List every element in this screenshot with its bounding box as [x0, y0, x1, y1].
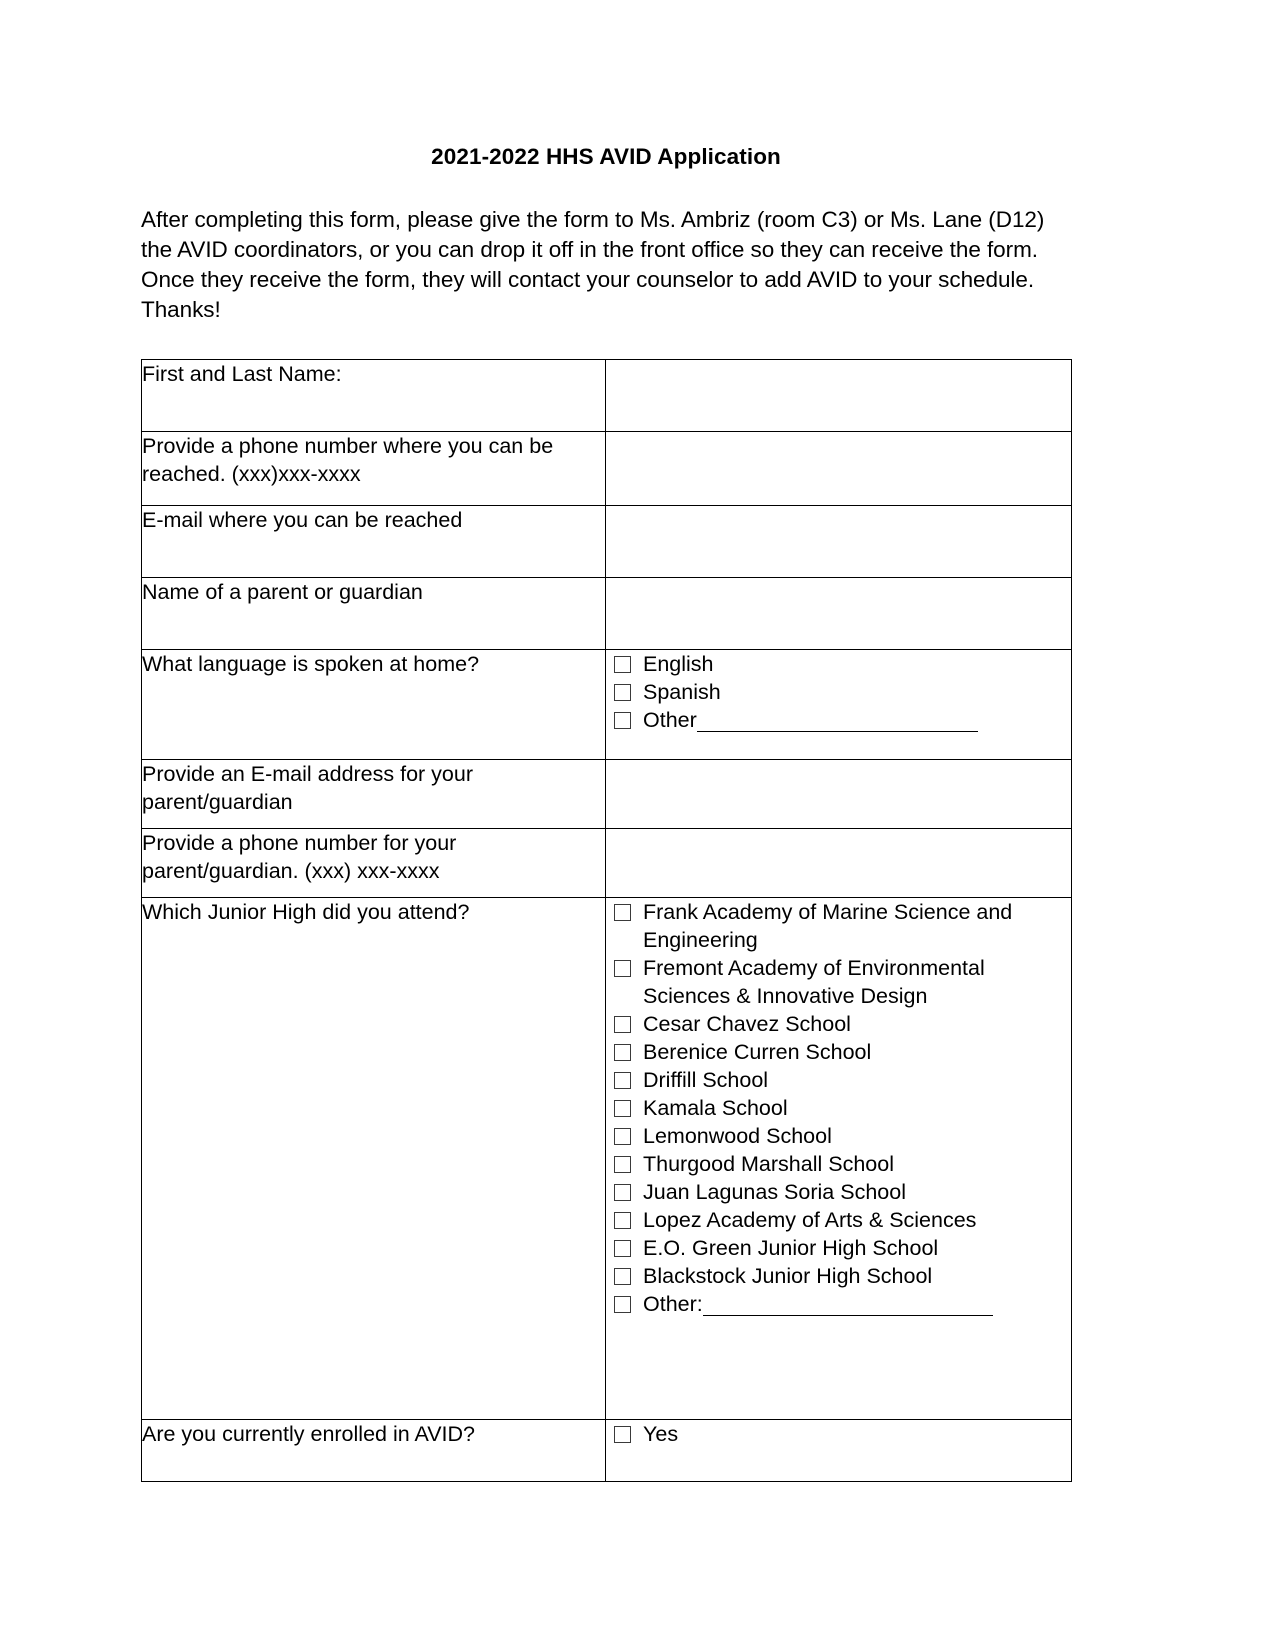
checkbox-option-label: Kamala School	[643, 1096, 788, 1120]
table-row-parent-phone	[142, 829, 1072, 898]
checkbox-option-label: E.O. Green Junior High School	[643, 1236, 939, 1260]
table-row-student-email	[142, 506, 1072, 578]
checkbox-option-label: Juan Lagunas Soria School	[643, 1180, 906, 1204]
checkbox-icon[interactable]	[614, 1072, 631, 1089]
page-title: 2021-2022 HHS AVID Application	[431, 144, 781, 169]
intro-paragraph: After completing this form, please give the form to Ms. Ambriz (room C3) or Ms. Lane (D12) the AVID coordinators, or you can drop it off in the front office so they can receive the form. Once they receive the form, they will contact your counselor to add AVID to your schedule. Thanks!	[141, 207, 1045, 322]
checkbox-option-label: Spanish	[643, 680, 721, 704]
checkbox-option-label: Other:	[643, 1290, 993, 1318]
checkbox-icon[interactable]	[614, 684, 631, 701]
checkbox-icon[interactable]	[614, 1044, 631, 1061]
label-cell-parent-phone	[142, 829, 606, 898]
checkbox-icon[interactable]	[614, 904, 631, 921]
value-cell-junior-high	[606, 898, 1072, 1420]
checkbox-group-junior-high	[606, 898, 1071, 1318]
checkbox-option[interactable]	[614, 1206, 1071, 1234]
label-cell-student-phone	[142, 432, 606, 506]
checkbox-icon[interactable]	[614, 1128, 631, 1145]
checkbox-icon[interactable]	[614, 1212, 631, 1229]
label-cell-first-last-name	[142, 360, 606, 432]
checkbox-icon[interactable]	[614, 1296, 631, 1313]
checkbox-option[interactable]	[614, 1066, 1071, 1094]
checkbox-icon[interactable]	[614, 1156, 631, 1173]
table-row-parent-email	[142, 760, 1072, 829]
value-cell-parent-name[interactable]	[606, 578, 1072, 650]
checkbox-icon[interactable]	[614, 960, 631, 977]
checkbox-option[interactable]	[614, 706, 1071, 734]
document-content	[141, 0, 1071, 1482]
checkbox-option-label: Berenice Curren School	[643, 1040, 872, 1064]
checkbox-group-currently-enrolled	[606, 1420, 1071, 1448]
table-row-currently-enrolled	[142, 1420, 1072, 1482]
value-cell-parent-phone[interactable]	[606, 829, 1072, 898]
table-row-student-phone	[142, 432, 1072, 506]
label-cell-parent-email	[142, 760, 606, 829]
label-cell-parent-name	[142, 578, 606, 650]
table-row-first-last-name	[142, 360, 1072, 432]
checkbox-option[interactable]	[614, 954, 1071, 1010]
label-home-language: What language is spoken at home?	[142, 652, 480, 676]
checkbox-option[interactable]	[614, 1234, 1071, 1262]
checkbox-option-label: Fremont Academy of Environmental Sciences & Innovative Design	[643, 956, 985, 1008]
checkbox-option[interactable]	[614, 1038, 1071, 1066]
value-cell-currently-enrolled	[606, 1420, 1072, 1482]
checkbox-option[interactable]	[614, 1010, 1071, 1038]
value-cell-student-phone[interactable]	[606, 432, 1072, 506]
checkbox-option[interactable]	[614, 1094, 1071, 1122]
checkbox-option-label: Thurgood Marshall School	[643, 1152, 894, 1176]
checkbox-icon[interactable]	[614, 1016, 631, 1033]
label-cell-home-language	[142, 650, 606, 760]
checkbox-group-home-language	[606, 650, 1071, 734]
checkbox-option-label: Frank Academy of Marine Science and Engineering	[643, 900, 1013, 952]
checkbox-option[interactable]	[614, 1178, 1071, 1206]
value-cell-parent-email[interactable]	[606, 760, 1072, 829]
checkbox-option[interactable]	[614, 678, 1071, 706]
checkbox-option-label: Cesar Chavez School	[643, 1012, 851, 1036]
checkbox-icon[interactable]	[614, 1100, 631, 1117]
checkbox-option[interactable]	[614, 1290, 1071, 1318]
checkbox-option[interactable]	[614, 1150, 1071, 1178]
label-currently-enrolled: Are you currently enrolled in AVID?	[142, 1422, 476, 1446]
checkbox-option-label: English	[643, 652, 714, 676]
checkbox-option[interactable]	[614, 1420, 1071, 1448]
checkbox-icon[interactable]	[614, 656, 631, 673]
value-cell-student-email[interactable]	[606, 506, 1072, 578]
label-student-email: E-mail where you can be reached	[142, 508, 463, 532]
checkbox-icon[interactable]	[614, 1184, 631, 1201]
checkbox-icon[interactable]	[614, 712, 631, 729]
checkbox-icon[interactable]	[614, 1268, 631, 1285]
label-parent-email: Provide an E-mail address for your parent/guardian	[142, 762, 474, 814]
value-cell-home-language	[606, 650, 1072, 760]
label-cell-currently-enrolled	[142, 1420, 606, 1482]
label-cell-junior-high	[142, 898, 606, 1420]
checkbox-icon[interactable]	[614, 1240, 631, 1257]
avid-application-table	[141, 359, 1072, 1482]
checkbox-option[interactable]	[614, 650, 1071, 678]
checkbox-option[interactable]	[614, 1262, 1071, 1290]
table-row-home-language	[142, 650, 1072, 760]
label-student-phone: Provide a phone number where you can be reached. (xxx)xxx-xxxx	[142, 434, 554, 486]
checkbox-option-label: Lopez Academy of Arts & Sciences	[643, 1208, 977, 1232]
checkbox-option-label: Blackstock Junior High School	[643, 1264, 933, 1288]
label-first-last-name: First and Last Name:	[142, 362, 342, 386]
checkbox-option[interactable]	[614, 898, 1071, 954]
write-in-line[interactable]	[697, 715, 978, 732]
checkbox-icon[interactable]	[614, 1426, 631, 1443]
label-parent-name: Name of a parent or guardian	[142, 580, 423, 604]
label-parent-phone: Provide a phone number for your parent/guardian. (xxx) xxx-xxxx	[142, 831, 457, 883]
checkbox-option-label: Driffill School	[643, 1068, 769, 1092]
label-junior-high: Which Junior High did you attend?	[142, 900, 470, 924]
checkbox-option[interactable]	[614, 1122, 1071, 1150]
checkbox-option-label: Other	[643, 706, 978, 734]
table-row-parent-name	[142, 578, 1072, 650]
write-in-line[interactable]	[703, 1299, 993, 1316]
table-row-junior-high	[142, 898, 1072, 1420]
label-cell-student-email	[142, 506, 606, 578]
value-cell-first-last-name[interactable]	[606, 360, 1072, 432]
checkbox-option-label: Lemonwood School	[643, 1124, 832, 1148]
checkbox-option-label: Yes	[643, 1422, 679, 1446]
